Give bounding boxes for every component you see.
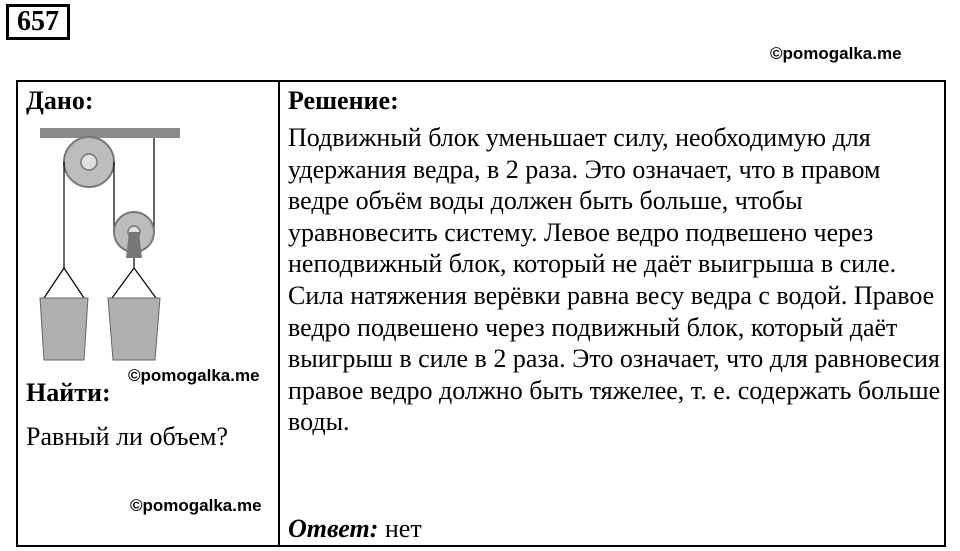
answer-label: Ответ: xyxy=(288,514,379,543)
answer-value: нет xyxy=(384,514,422,543)
solution-paragraph: Подвижный блок уменьшает силу, необходимую для удержания ведра, в 2 раза. Это означает, что в правом ведре объём воды должен быть больше, чтобы уравновесить систему. Левое ведро подвешено через неподвижный блок, который не даёт выигрыша в силе. Сила натяжения верёвки равна весу ведра с водой. Правое ведро подвешено через подвижный блок, который даёт выигрыш в силе в 2 раза. Это означает, что для равновесия правое ведро должно быть тяжелее, т. е. содержать больше воды. xyxy=(288,123,941,437)
solution-heading: Решение: xyxy=(288,86,399,115)
right-bucket xyxy=(108,298,160,360)
problem-number: 657 xyxy=(6,4,70,40)
left-bucket xyxy=(40,298,88,360)
column-divider xyxy=(278,82,280,545)
task-table xyxy=(16,80,946,547)
answer-line xyxy=(288,514,422,544)
watermark-bottom: ©pomogalka.me xyxy=(130,496,262,515)
ceiling-bar xyxy=(40,128,180,138)
find-question: Равный ли объем? xyxy=(26,422,229,451)
watermark-top: ©pomogalka.me xyxy=(770,44,902,63)
solution-text xyxy=(288,122,944,438)
pulley-system-figure xyxy=(32,120,202,380)
find-heading: Найти: xyxy=(26,378,111,407)
watermark-mid: ©pomogalka.me xyxy=(128,366,260,385)
given-heading: Дано: xyxy=(26,86,94,115)
